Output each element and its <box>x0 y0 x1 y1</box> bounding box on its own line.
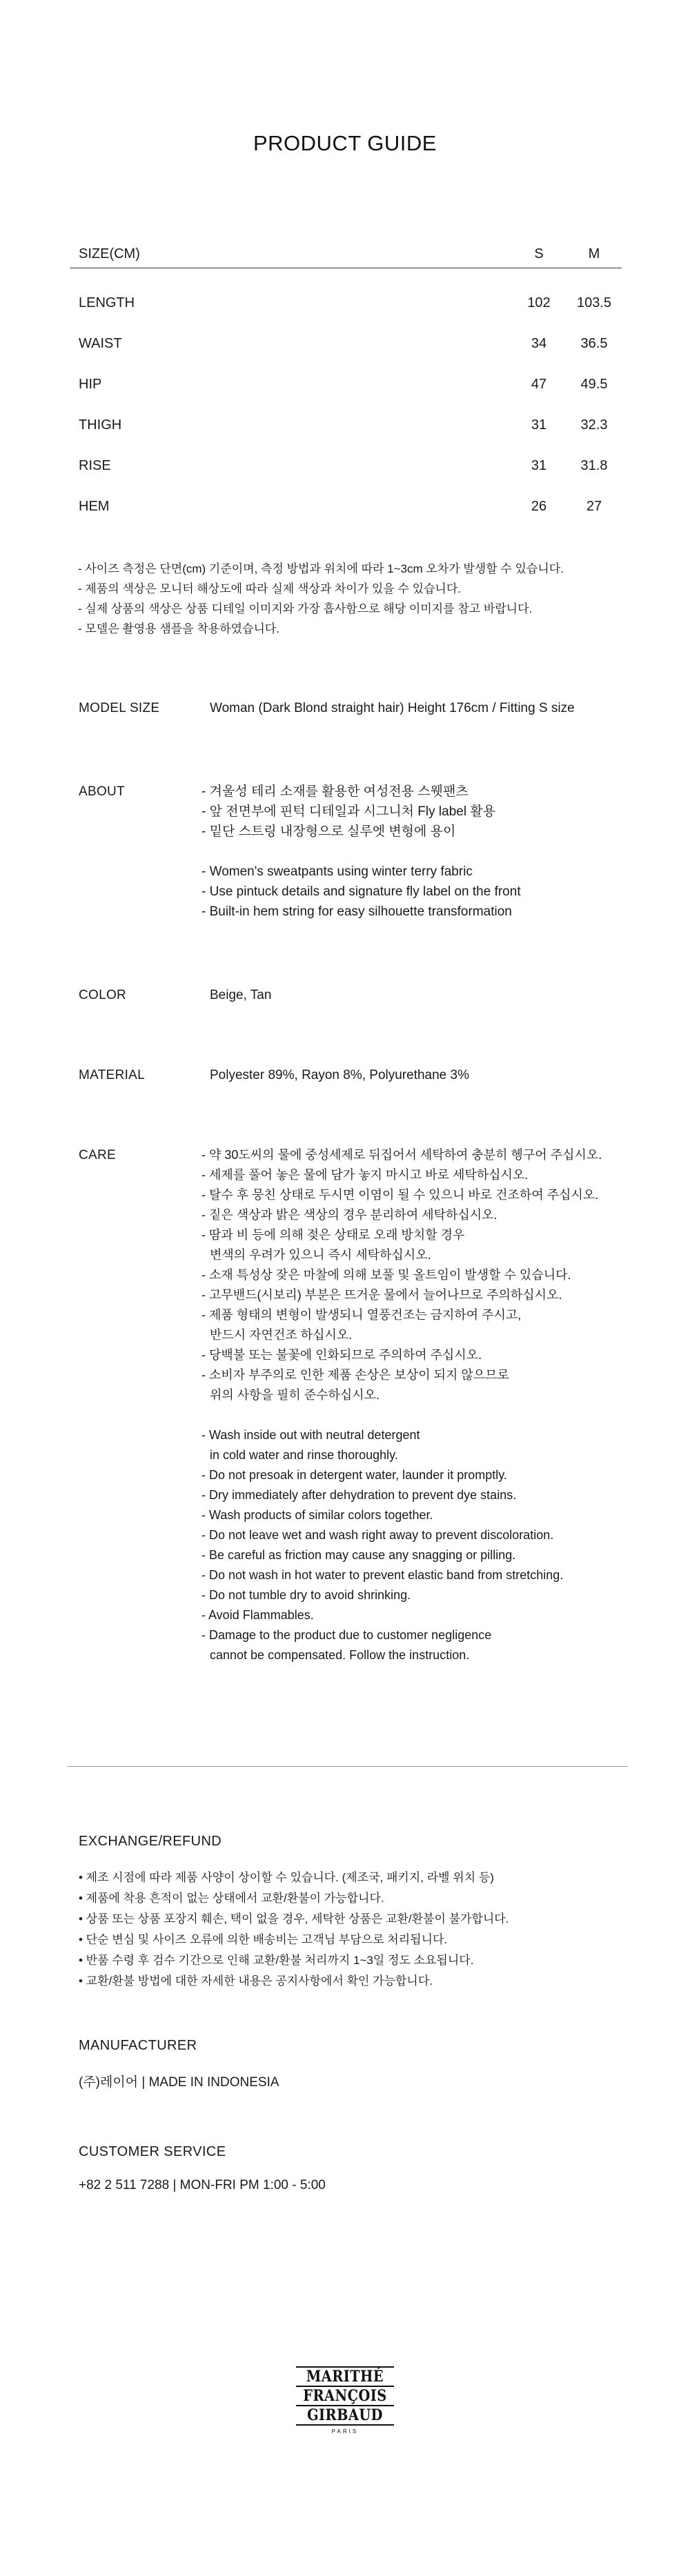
brand-logo <box>0 2365 690 2435</box>
care-line: - 세제를 풀어 놓은 물에 담가 놓지 마시고 바로 세탁하십시오. <box>201 1168 529 1182</box>
size-row-m-value: 36.5 <box>580 336 608 351</box>
size-row-hip <box>70 364 622 405</box>
size-row-thigh <box>70 405 622 446</box>
size-table-header <box>70 240 622 268</box>
size-row-m-value: 49.5 <box>580 377 608 392</box>
size-row-s-value: 26 <box>531 499 547 514</box>
exchange-line: • 단순 변심 및 사이즈 오류에 의한 배송비는 고객님 부담으로 처리됩니다. <box>79 1933 448 1946</box>
size-header-label: SIZE(CM) <box>79 246 140 261</box>
care-line: - 탈수 후 뭉친 상태로 두시면 이염이 될 수 있으니 바로 건조하여 주십시오. <box>201 1188 599 1202</box>
size-row-label: THIGH <box>79 417 122 433</box>
exchange-line: • 제조 시점에 따라 제품 사양이 상이할 수 있습니다. (제조국, 패키지, 라벨 위치 등) <box>79 1871 494 1884</box>
customer-service-value: +82 2 511 7288 | MON-FRI PM 1:00 - 5:00 <box>79 2178 326 2192</box>
color-section <box>79 985 644 1005</box>
logo-sub: PARIS <box>331 2428 359 2435</box>
care-line: - Wash products of similar colors together. <box>201 1508 433 1522</box>
manufacturer-section <box>79 2038 644 2090</box>
size-row-label: WAIST <box>79 336 122 351</box>
logo-line: FRANÇOIS <box>303 2387 387 2405</box>
care-line: - Wash inside out with neutral detergent <box>201 1428 420 1442</box>
about-section <box>79 782 644 922</box>
page-title: PRODUCT GUIDE <box>253 131 437 155</box>
note-line: - 사이즈 측정은 단면(cm) 기준이며, 측정 방법과 위치에 따라 1~3cm 오차가 발생할 수 있습니다. <box>78 562 564 575</box>
care-line: - Do not leave wet and wash right away to prevent discoloration. <box>201 1528 554 1542</box>
material-label: MATERIAL <box>79 1068 146 1082</box>
manufacturer-value: (주)레이어 | MADE IN INDONESIA <box>79 2075 279 2090</box>
size-row-s-value: 47 <box>531 377 547 392</box>
care-line: - Damage to the product due to customer negligence <box>201 1628 492 1642</box>
note-line: - 제품의 색상은 모니터 해상도에 따라 실제 색상과 차이가 있을 수 있습니다. <box>78 582 461 595</box>
care-line: - 소재 특성상 잦은 마찰에 의해 보풀 및 올트임이 발생할 수 있습니다. <box>201 1268 571 1282</box>
about-line: - Built-in hem string for easy silhouette transformation <box>201 904 512 919</box>
care-section <box>79 1145 644 1665</box>
care-line: 변색의 우려가 있으니 즉시 세탁하십시오. <box>210 1248 431 1262</box>
manufacturer-title: MANUFACTURER <box>79 2038 197 2053</box>
customer-service-section <box>79 2144 644 2193</box>
care-line: - Avoid Flammables. <box>201 1608 314 1622</box>
size-row-rise <box>70 446 622 486</box>
color-value: Beige, Tan <box>210 988 272 1002</box>
care-line: in cold water and rinse thoroughly. <box>210 1448 398 1462</box>
care-label: CARE <box>79 1148 116 1162</box>
care-line: - 약 30도씨의 물에 중성세제로 뒤집어서 세탁하여 충분히 헹구어 주십시오. <box>201 1148 602 1162</box>
exchange-line: • 제품에 착용 흔적이 없는 상태에서 교환/환불이 가능합니다. <box>79 1892 384 1905</box>
material-section <box>79 1065 644 1085</box>
logo-line: GIRBAUD <box>307 2406 383 2424</box>
size-row-m-value: 103.5 <box>576 295 612 310</box>
care-line: 반드시 자연건조 하십시오. <box>210 1328 353 1342</box>
care-line: - Dry immediately after dehydration to prevent dye stains. <box>201 1488 517 1502</box>
size-row-m-value: 32.3 <box>580 417 608 433</box>
color-label: COLOR <box>79 988 127 1002</box>
care-line: cannot be compensated. Follow the instruction. <box>210 1648 470 1662</box>
size-row-label: RISE <box>79 458 111 473</box>
about-line: - 앞 전면부에 핀턱 디테일과 시그니처 Fly label 활용 <box>201 804 496 819</box>
logo-line: MARITHÉ <box>306 2368 384 2386</box>
care-line: - 소비자 부주의로 인한 제품 손상은 보상이 되지 않으므로 <box>201 1368 509 1382</box>
exchange-line: • 교환/환불 방법에 대한 자세한 내용은 공지사항에서 확인 가능합니다. <box>79 1974 433 1988</box>
note-line: - 모델은 촬영용 샘플을 착용하였습니다. <box>78 622 280 635</box>
care-line: - Do not wash in hot water to prevent elastic band from stretching. <box>201 1568 564 1582</box>
size-row-s-value: 31 <box>531 458 547 473</box>
size-row-s-value: 102 <box>527 295 551 310</box>
size-row-label: HEM <box>79 499 110 514</box>
section-divider <box>68 1766 628 1767</box>
note-line: - 실제 상품의 색상은 상품 디테일 이미지와 가장 흡사함으로 해당 이미지를 참고 바랍니다. <box>78 602 533 615</box>
exchange-refund-section <box>79 1834 644 1992</box>
care-line: - 당백불 또는 불꽃에 인화되므로 주의하여 주십시오. <box>201 1348 482 1362</box>
care-line: - Do not tumble dry to avoid shrinking. <box>201 1588 411 1602</box>
customer-service-title: CUSTOMER SERVICE <box>79 2144 226 2159</box>
material-value: Polyester 89%, Rayon 8%, Polyurethane 3% <box>210 1068 469 1082</box>
about-line: - 겨울성 테리 소재를 활용한 여성전용 스웻팬츠 <box>201 784 469 799</box>
exchange-line: • 상품 또는 상품 포장지 훼손, 택이 없을 경우, 세탁한 상품은 교환/환불이 불가합니다. <box>79 1912 509 1925</box>
care-line: - 제품 형태의 변형이 발생되니 열풍건조는 금지하여 주시고, <box>201 1308 522 1322</box>
size-row-m-value: 31.8 <box>580 458 608 473</box>
model-size-section <box>79 698 644 718</box>
care-line: - 짙은 색상과 밝은 색상의 경우 분리하여 세탁하십시오. <box>201 1208 497 1222</box>
size-row-hem <box>70 486 622 527</box>
model-size-value: Woman (Dark Blond straight hair) Height 176cm / Fitting S size <box>210 701 575 715</box>
size-row-label: LENGTH <box>79 295 135 310</box>
care-line: - Do not presoak in detergent water, launder it promptly. <box>201 1468 507 1482</box>
model-size-label: MODEL SIZE <box>79 701 160 715</box>
size-row-m-value: 27 <box>586 499 602 514</box>
about-line: - 밑단 스트링 내장형으로 실루엣 변형에 용이 <box>201 824 456 839</box>
care-line: 위의 사항을 필히 준수하십시오. <box>210 1388 380 1402</box>
about-line: - Women's sweatpants using winter terry fabric <box>201 864 473 879</box>
about-line: - Use pintuck details and signature fly label on the front <box>201 884 521 899</box>
size-header-s: S <box>534 246 544 261</box>
care-line: - 땀과 비 등에 의해 젖은 상태로 오래 방치할 경우 <box>201 1228 465 1242</box>
size-row-length <box>70 283 622 324</box>
size-header-m: M <box>588 246 600 261</box>
care-line: - 고무밴드(시보리) 부분은 뜨거운 물에서 늘어나므로 주의하십시오. <box>201 1288 562 1302</box>
size-row-s-value: 31 <box>531 417 547 433</box>
exchange-refund-title: EXCHANGE/REFUND <box>79 1834 222 1849</box>
exchange-line: • 반품 수령 후 검수 기간으로 인해 교환/환불 처리까지 1~3일 정도 소요됩니다. <box>79 1954 474 1967</box>
care-line: - Be careful as friction may cause any snagging or pilling. <box>201 1548 516 1562</box>
size-notes <box>78 559 630 639</box>
size-table <box>70 240 622 527</box>
size-row-label: HIP <box>79 377 102 392</box>
size-row-s-value: 34 <box>531 336 547 351</box>
about-label: ABOUT <box>79 784 125 799</box>
size-row-waist <box>70 324 622 364</box>
